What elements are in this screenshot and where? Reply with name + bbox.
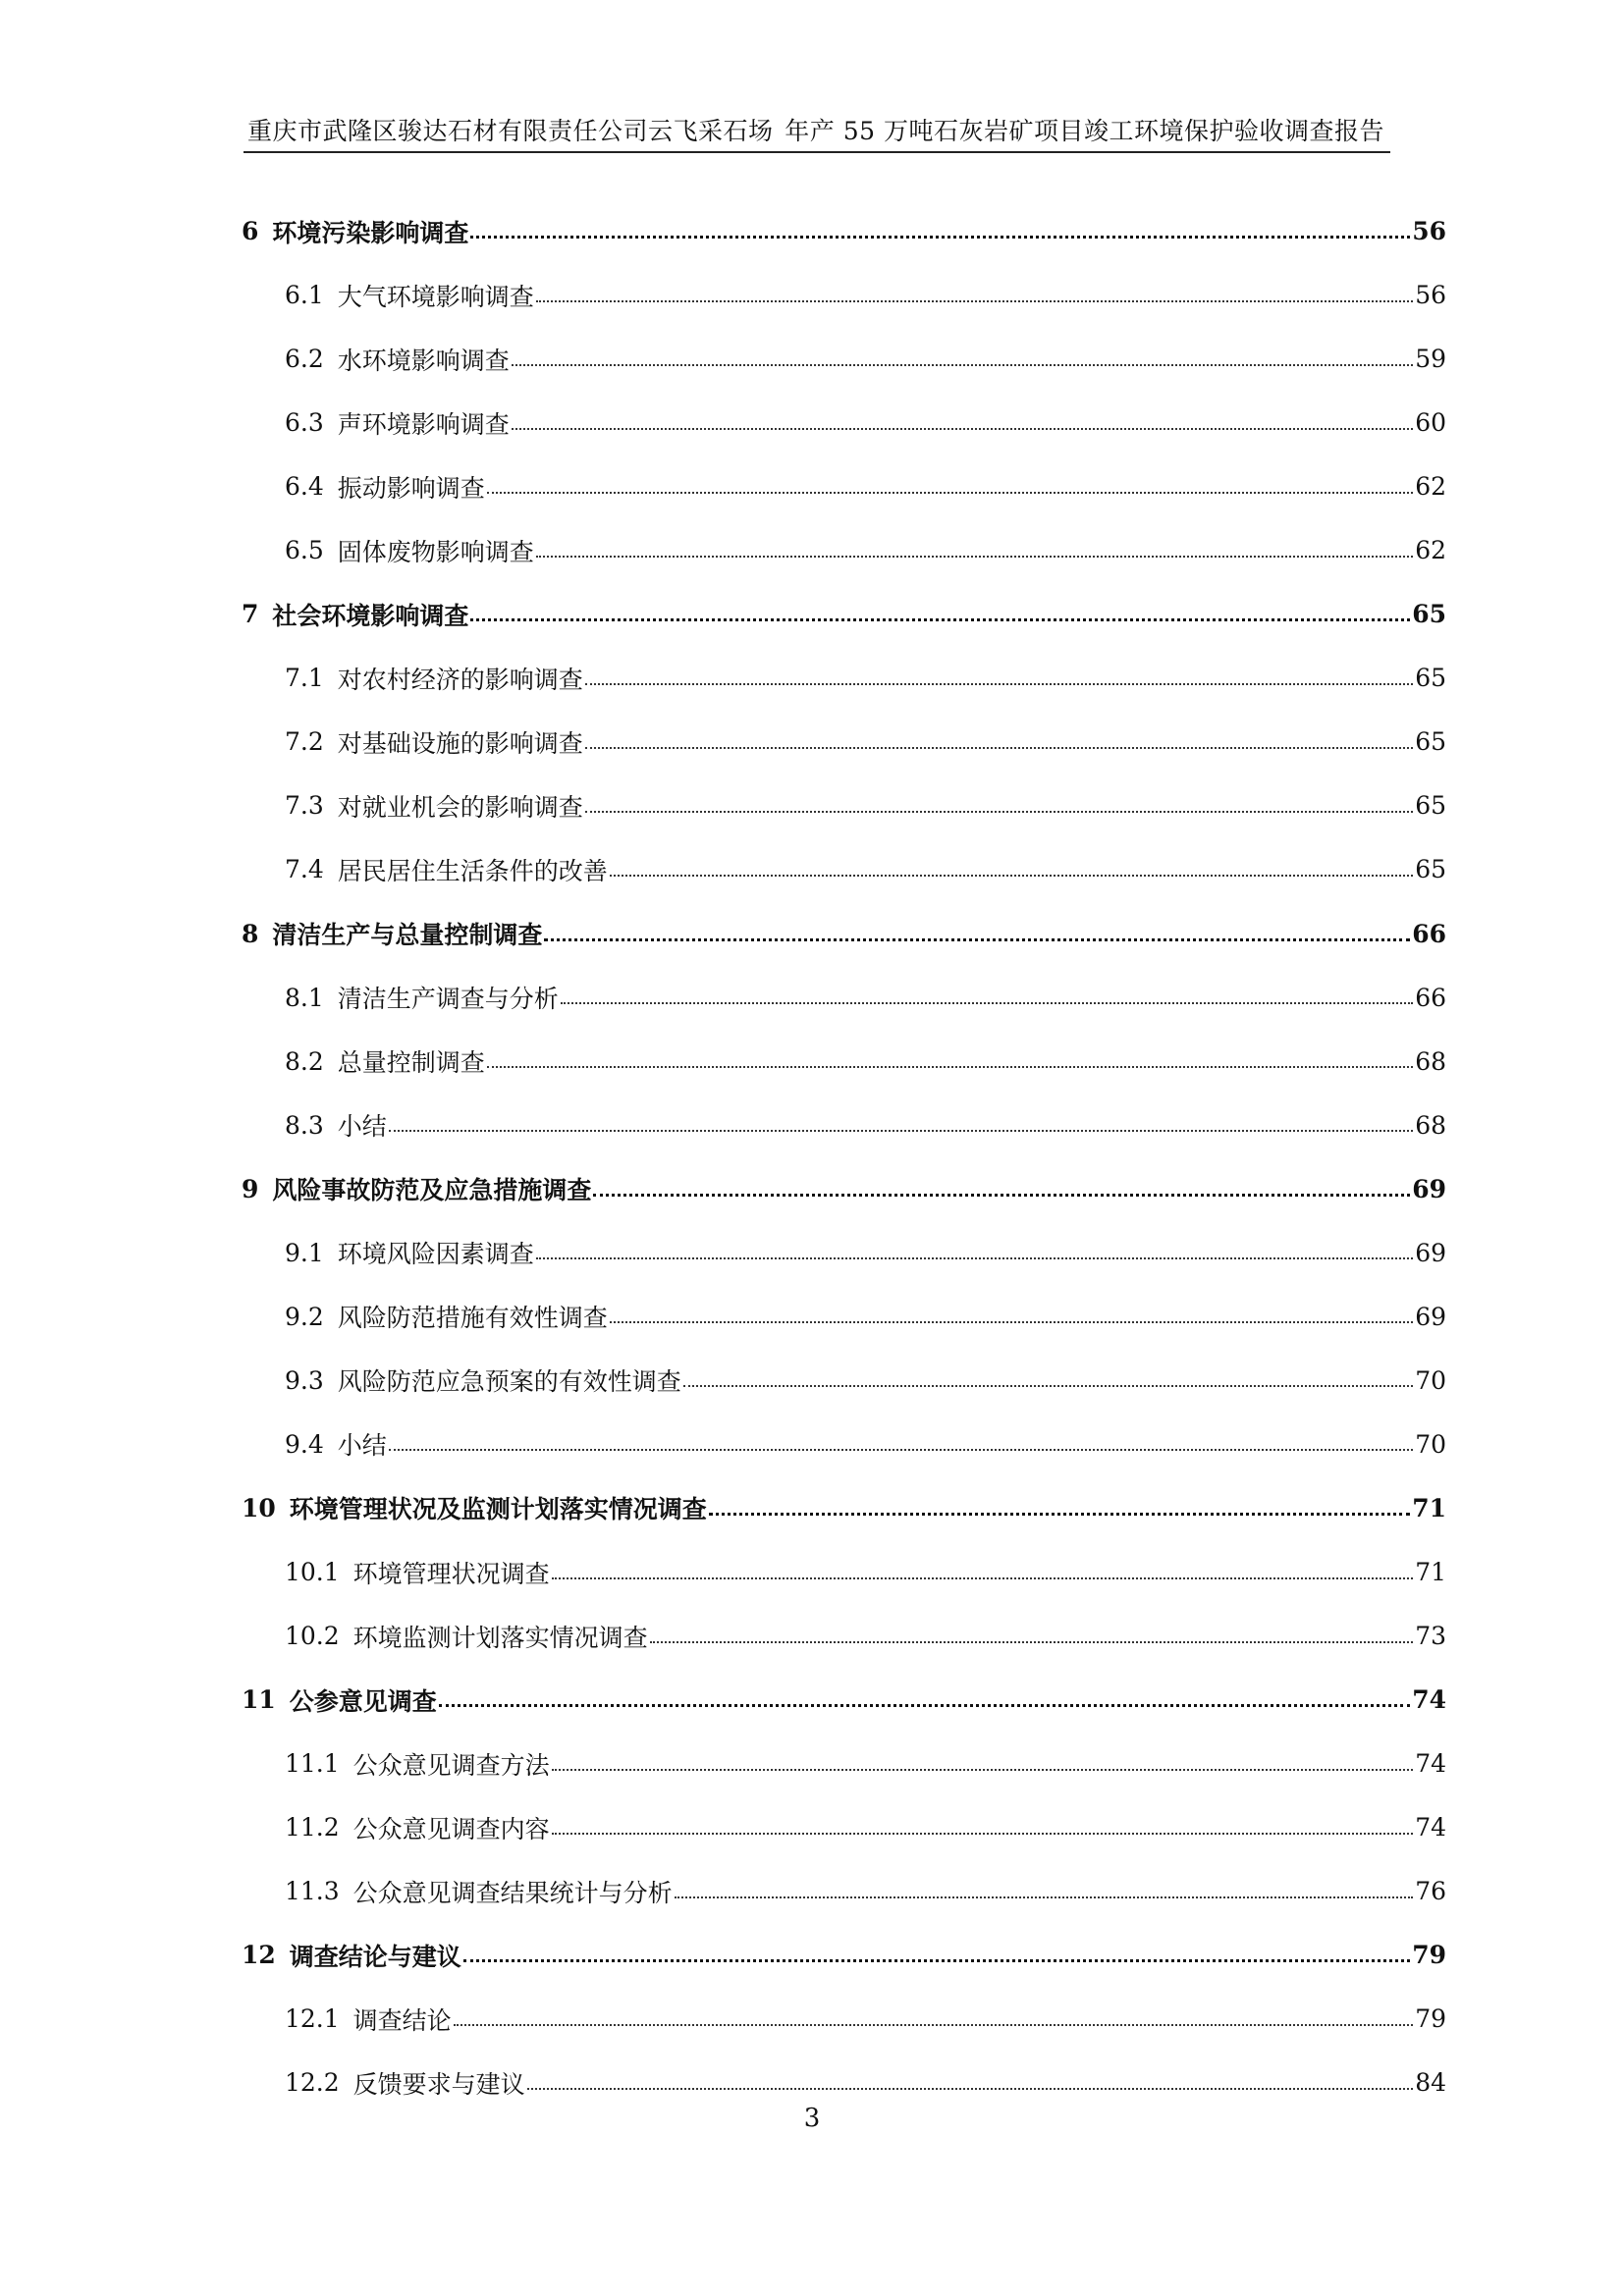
toc-entry-page: 69	[1415, 1302, 1446, 1331]
toc-entry-title: 调查结论	[352, 2005, 452, 2035]
toc-entry-page: 65	[1415, 791, 1446, 821]
toc-entry-title: 风险防范措施有效性调查	[337, 1304, 608, 1333]
toc-entry-number: 12.1	[285, 2004, 340, 2034]
toc-section-entry[interactable]	[242, 518, 1446, 582]
toc-chapter-entry[interactable]	[242, 199, 1446, 263]
toc-entry-page: 84	[1415, 2068, 1446, 2098]
toc-entry-title: 声环境影响调查	[337, 409, 510, 439]
header-report-title: 年产 55 万吨石灰岩矿项目竣工环境保护验收调查报告	[785, 117, 1384, 145]
toc-section-entry[interactable]	[242, 1859, 1446, 1923]
toc-dot-leader	[683, 1385, 1413, 1387]
toc-entry-page: 65	[1415, 664, 1446, 693]
toc-chapter-entry[interactable]	[242, 1668, 1446, 1732]
toc-dot-leader	[585, 683, 1413, 685]
toc-dot-leader	[585, 747, 1413, 749]
toc-entry-title: 反馈要求与建议	[352, 2069, 525, 2099]
toc-section-entry[interactable]	[242, 1349, 1446, 1413]
toc-dot-leader	[552, 1577, 1414, 1579]
toc-section-entry[interactable]	[242, 710, 1446, 774]
toc-entry-title: 公众意见调查内容	[352, 1814, 550, 1843]
toc-entry-page: 56	[1415, 281, 1446, 310]
toc-section-entry[interactable]	[242, 1987, 1446, 2051]
toc-entry-number: 8.3	[285, 1110, 324, 1140]
running-header	[244, 116, 1390, 153]
toc-entry-number: 12.2	[285, 2068, 340, 2098]
toc-entry-title: 风险防范应急预案的有效性调查	[337, 1367, 681, 1397]
toc-entry-page: 71	[1415, 1558, 1446, 1586]
toc-dot-leader	[536, 300, 1413, 302]
toc-section-entry[interactable]	[242, 1094, 1446, 1157]
toc-dot-leader	[536, 556, 1413, 558]
toc-section-entry[interactable]	[242, 454, 1446, 518]
toc-entry-page: 68	[1415, 1110, 1446, 1140]
toc-dot-leader	[552, 1769, 1414, 1771]
toc-entry-number: 6	[242, 217, 259, 246]
toc-section-entry[interactable]	[242, 263, 1446, 327]
toc-entry-page: 65	[1412, 600, 1446, 629]
toc-entry-title: 小结	[337, 1431, 387, 1461]
toc-section-entry[interactable]	[242, 1413, 1446, 1476]
toc-chapter-entry[interactable]	[242, 902, 1446, 966]
toc-entry-title: 小结	[337, 1112, 387, 1142]
toc-entry-title: 环境监测计划落实情况调查	[352, 1623, 648, 1652]
toc-entry-page: 56	[1412, 217, 1446, 246]
toc-dot-leader	[650, 1641, 1414, 1643]
toc-entry-number: 10	[242, 1493, 276, 1522]
toc-dot-leader	[512, 364, 1413, 366]
toc-entry-page: 68	[1415, 1046, 1446, 1076]
toc-dot-leader	[561, 1002, 1413, 1004]
toc-entry-title: 对就业机会的影响调查	[337, 792, 583, 822]
table-of-contents	[242, 199, 1446, 2114]
header-company: 重庆市武隆区骏达石材有限责任公司云飞采石场	[247, 117, 774, 145]
toc-dot-leader	[610, 875, 1413, 877]
toc-dot-leader	[454, 2024, 1414, 2026]
toc-entry-number: 6.5	[285, 536, 324, 565]
toc-dot-leader	[470, 618, 1410, 621]
toc-entry-number: 8.2	[285, 1046, 324, 1076]
toc-entry-number: 9.1	[285, 1238, 324, 1267]
toc-entry-number: 8.1	[285, 983, 324, 1012]
toc-entry-page: 70	[1415, 1365, 1446, 1395]
toc-entry-number: 6.4	[285, 472, 324, 502]
toc-entry-title: 大气环境影响调查	[337, 282, 534, 311]
toc-dot-leader	[675, 1896, 1414, 1898]
toc-entry-title: 环境管理状况及监测计划落实情况调查	[289, 1495, 707, 1524]
toc-entry-number: 12	[242, 1941, 276, 1970]
toc-entry-title: 公众意见调查结果统计与分析	[352, 1878, 673, 1907]
toc-entry-page: 66	[1415, 983, 1446, 1012]
toc-dot-leader	[389, 1449, 1413, 1451]
toc-entry-number: 9.2	[285, 1302, 324, 1331]
toc-dot-leader	[544, 938, 1410, 941]
toc-section-entry[interactable]	[242, 774, 1446, 837]
toc-entry-number: 7.4	[285, 855, 324, 884]
toc-entry-number: 11.1	[285, 1749, 340, 1779]
toc-chapter-entry[interactable]	[242, 1157, 1446, 1221]
toc-entry-page: 59	[1415, 345, 1446, 374]
toc-entry-title: 对基础设施的影响调查	[337, 728, 583, 758]
toc-section-entry[interactable]	[242, 837, 1446, 901]
toc-entry-number: 9.4	[285, 1429, 324, 1459]
toc-entry-title: 风险事故防范及应急措施调查	[272, 1176, 592, 1205]
toc-entry-page: 71	[1412, 1493, 1446, 1522]
toc-chapter-entry[interactable]	[242, 582, 1446, 646]
toc-dot-leader	[487, 1066, 1413, 1068]
toc-entry-title: 振动影响调查	[337, 473, 485, 503]
toc-entry-title: 对农村经济的影响调查	[337, 665, 583, 694]
toc-entry-page: 70	[1415, 1429, 1446, 1459]
toc-entry-title: 水环境影响调查	[337, 346, 510, 375]
toc-entry-number: 9	[242, 1174, 259, 1203]
toc-entry-number: 10.1	[285, 1558, 340, 1586]
toc-entry-title: 社会环境影响调查	[272, 601, 469, 630]
toc-section-entry[interactable]	[242, 1795, 1446, 1859]
toc-entry-title: 总量控制调查	[337, 1048, 485, 1078]
toc-dot-leader	[470, 236, 1410, 239]
toc-entry-title: 固体废物影响调查	[337, 537, 534, 566]
toc-dot-leader	[709, 1513, 1410, 1516]
toc-entry-number: 6.1	[285, 281, 324, 310]
toc-dot-leader	[487, 492, 1413, 494]
toc-entry-number: 6.3	[285, 408, 324, 438]
toc-chapter-entry[interactable]	[242, 1476, 1446, 1540]
toc-entry-title: 环境管理状况调查	[352, 1559, 550, 1588]
toc-dot-leader	[610, 1321, 1413, 1323]
toc-entry-page: 60	[1415, 408, 1446, 438]
toc-entry-number: 10.2	[285, 1622, 340, 1651]
toc-dot-leader	[536, 1257, 1413, 1259]
toc-dot-leader	[439, 1704, 1410, 1707]
toc-entry-title: 环境风险因素调查	[337, 1240, 534, 1269]
toc-dot-leader	[463, 1959, 1410, 1962]
toc-dot-leader	[527, 2088, 1414, 2090]
toc-entry-number: 11.2	[285, 1813, 340, 1842]
toc-entry-number: 6.2	[285, 345, 324, 374]
toc-entry-number: 8	[242, 919, 259, 948]
toc-entry-number: 7	[242, 600, 259, 629]
toc-section-entry[interactable]	[242, 1540, 1446, 1604]
toc-entry-number: 9.3	[285, 1365, 324, 1395]
toc-section-entry[interactable]	[242, 1604, 1446, 1668]
toc-dot-leader	[593, 1194, 1410, 1197]
toc-section-entry[interactable]	[242, 1732, 1446, 1795]
toc-entry-title: 清洁生产调查与分析	[337, 985, 559, 1014]
toc-dot-leader	[389, 1130, 1413, 1132]
toc-chapter-entry[interactable]	[242, 1923, 1446, 1987]
toc-entry-title: 公众意见调查方法	[352, 1750, 550, 1780]
toc-entry-number: 7.1	[285, 664, 324, 693]
toc-dot-leader	[512, 428, 1413, 430]
toc-entry-page: 65	[1415, 727, 1446, 757]
toc-entry-page: 65	[1415, 855, 1446, 884]
toc-entry-page: 62	[1415, 536, 1446, 565]
toc-section-entry[interactable]	[242, 1030, 1446, 1094]
toc-section-entry[interactable]	[242, 646, 1446, 710]
toc-entry-title: 居民居住生活条件的改善	[337, 856, 608, 885]
toc-section-entry[interactable]	[242, 327, 1446, 391]
toc-entry-page: 74	[1415, 1749, 1446, 1779]
toc-entry-page: 66	[1412, 919, 1446, 948]
toc-entry-page: 69	[1415, 1238, 1446, 1267]
toc-entry-title: 清洁生产与总量控制调查	[272, 921, 543, 950]
toc-entry-number: 7.3	[285, 791, 324, 821]
toc-section-entry[interactable]	[242, 966, 1446, 1030]
toc-entry-page: 74	[1415, 1813, 1446, 1842]
toc-entry-page: 79	[1415, 2004, 1446, 2034]
toc-entry-page: 76	[1415, 1877, 1446, 1906]
toc-section-entry[interactable]	[242, 391, 1446, 454]
toc-entry-page: 79	[1412, 1941, 1446, 1970]
toc-entry-number: 7.2	[285, 727, 324, 757]
toc-entry-number: 11	[242, 1685, 276, 1715]
toc-section-entry[interactable]	[242, 1285, 1446, 1349]
toc-entry-title: 环境污染影响调查	[272, 218, 469, 247]
toc-entry-title: 调查结论与建议	[289, 1942, 461, 1971]
toc-section-entry[interactable]	[242, 1221, 1446, 1285]
toc-dot-leader	[585, 811, 1413, 813]
toc-entry-title: 公参意见调查	[289, 1686, 437, 1716]
toc-entry-page: 74	[1412, 1685, 1446, 1715]
toc-entry-page: 73	[1415, 1622, 1446, 1651]
toc-dot-leader	[552, 1833, 1414, 1835]
toc-entry-page: 62	[1415, 472, 1446, 502]
toc-entry-number: 11.3	[285, 1877, 340, 1906]
page-number: 3	[803, 2104, 821, 2133]
toc-entry-page: 69	[1412, 1174, 1446, 1203]
